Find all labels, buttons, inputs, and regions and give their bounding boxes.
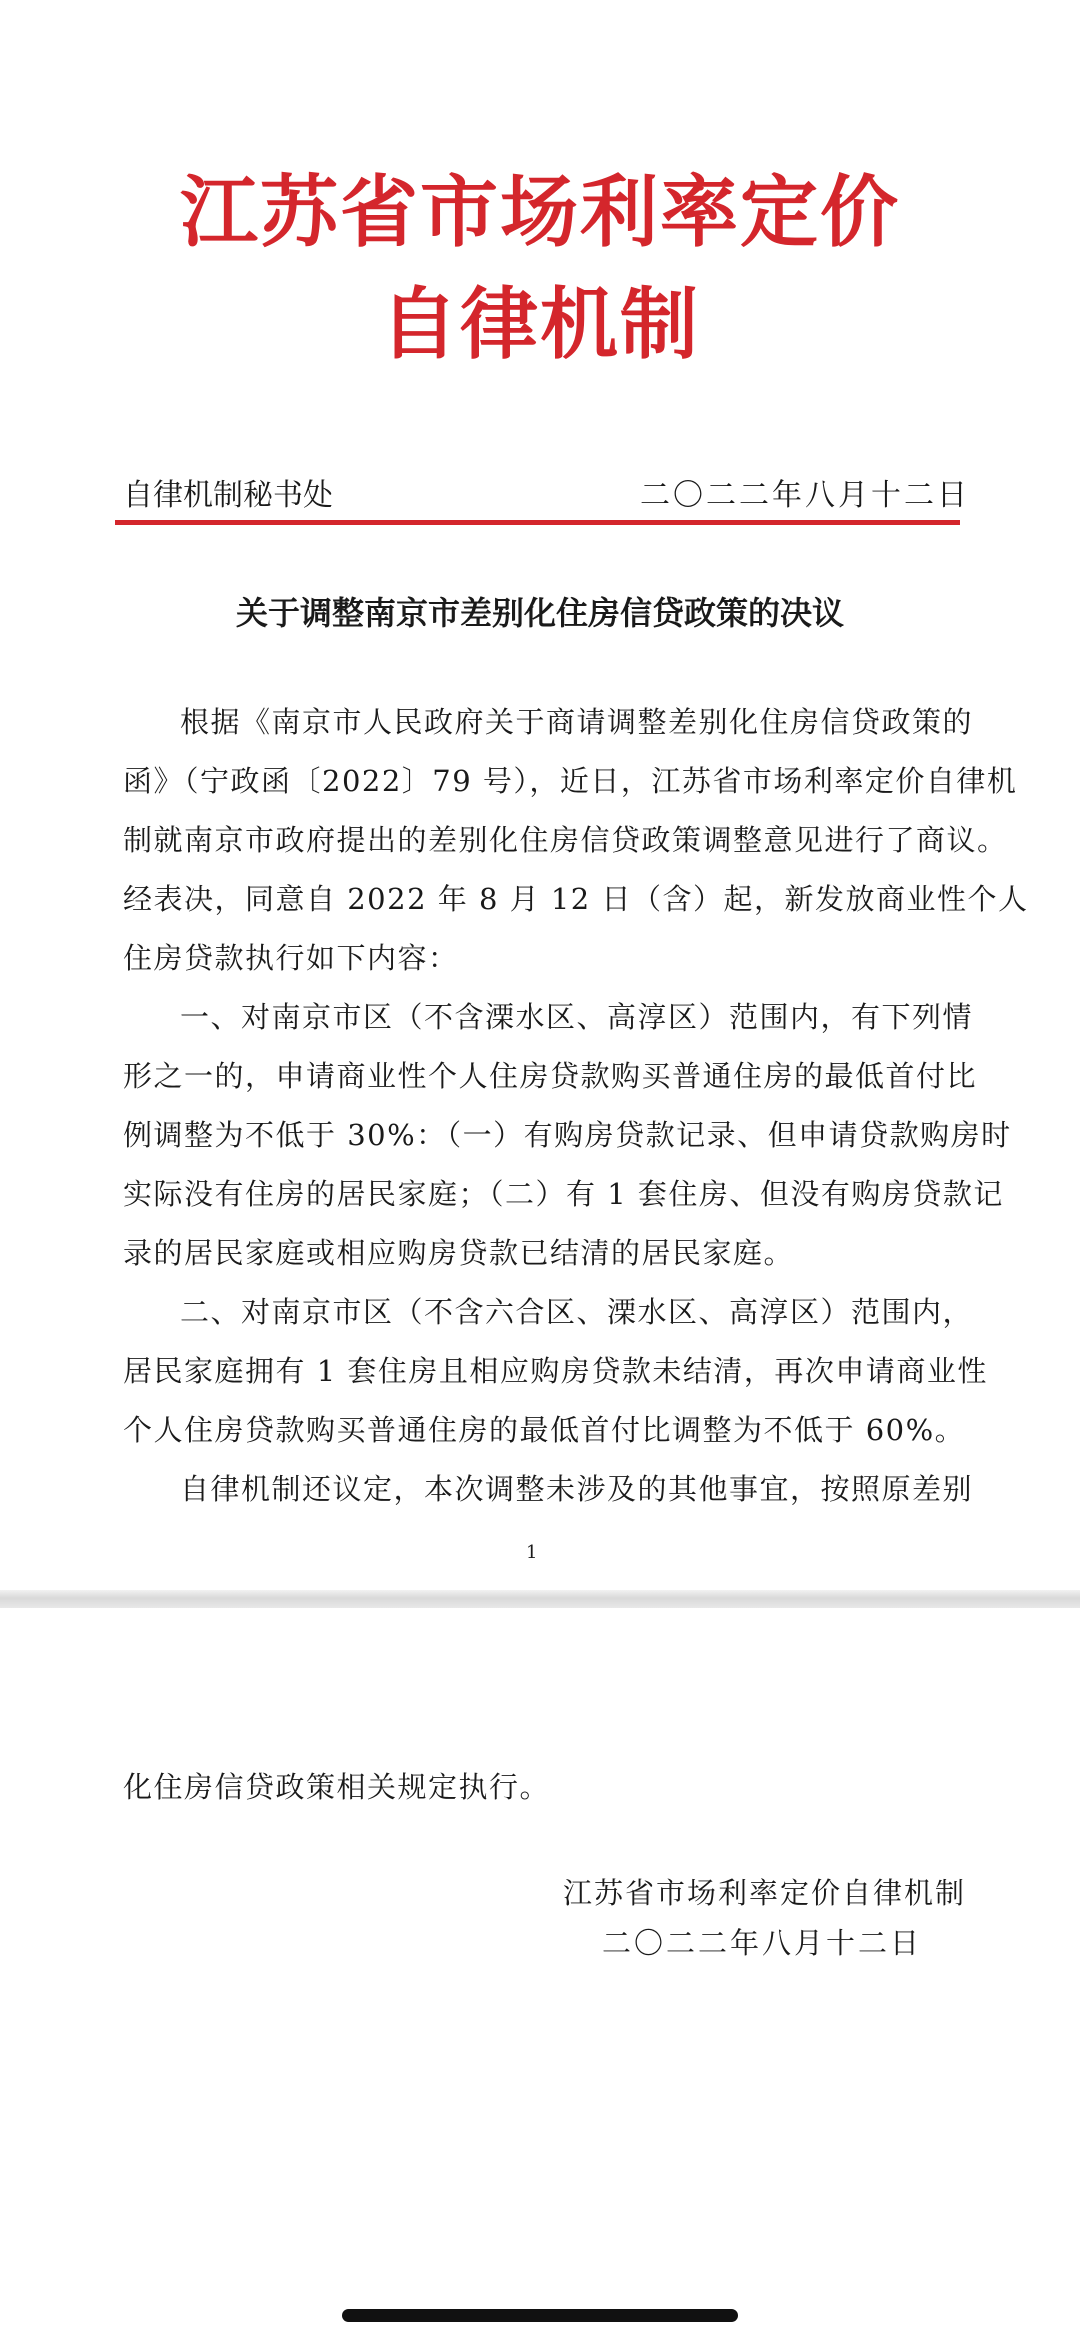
body-line: 函》（宁政函〔2022〕79 号），近日，江苏省市场利率定价自律机 — [123, 764, 1018, 798]
body-line: 实际没有住房的居民家庭；（二）有 1 套住房、但没有购房贷款记 — [123, 1177, 1004, 1211]
body-line: 经表决，同意自 2022 年 8 月 12 日（含）起，新发放商业性个人 — [123, 882, 1029, 916]
body-line: 录的居民家庭或相应购房贷款已结清的居民家庭。 — [123, 1236, 795, 1270]
letterhead-title-line2: 自律机制 — [379, 279, 700, 370]
document-page-2 — [0, 1608, 1080, 2339]
red-divider — [115, 520, 960, 525]
body-line: 二、对南京市区（不含六合区、溧水区、高淳区）范围内， — [180, 1295, 974, 1329]
signature-organization: 江苏省市场利率定价自律机制 — [563, 1876, 967, 1910]
page-separator — [0, 1590, 1080, 1608]
body-line: 一、对南京市区（不含溧水区、高淳区）范围内，有下列情 — [180, 1000, 974, 1034]
continuation-line: 化住房信贷政策相关规定执行。 — [123, 1770, 551, 1804]
header-date: 二〇二二年八月十二日 — [640, 478, 970, 513]
body-line: 个人住房贷款购买普通住房的最低首付比调整为不低于 60%。 — [123, 1413, 966, 1447]
body-line: 住房贷款执行如下内容： — [123, 941, 459, 975]
body-line: 形之一的，申请商业性个人住房贷款购买普通住房的最低首付比 — [123, 1059, 978, 1093]
body-line: 根据《南京市人民政府关于商请调整差别化住房信贷政策的 — [180, 705, 974, 739]
body-line: 例调整为不低于 30%：（一）有购房贷款记录、但申请贷款购房时 — [123, 1118, 1012, 1152]
home-indicator-bar[interactable] — [342, 2309, 738, 2322]
issuer-label: 自律机制秘书处 — [123, 478, 333, 513]
body-line: 自律机制还议定，本次调整未涉及的其他事宜，按照原差别 — [180, 1472, 974, 1506]
body-line: 居民家庭拥有 1 套住房且相应购房贷款未结清，再次申请商业性 — [123, 1354, 988, 1388]
body-line: 制就南京市政府提出的差别化住房信贷政策调整意见进行了商议。 — [123, 823, 1008, 857]
signature-date: 二〇二二年八月十二日 — [602, 1926, 923, 1960]
document-title: 关于调整南京市差别化住房信贷政策的决议 — [235, 594, 844, 632]
page-number: 1 — [526, 1542, 538, 1563]
letterhead-title-line1: 江苏省市场利率定价 — [179, 167, 900, 258]
